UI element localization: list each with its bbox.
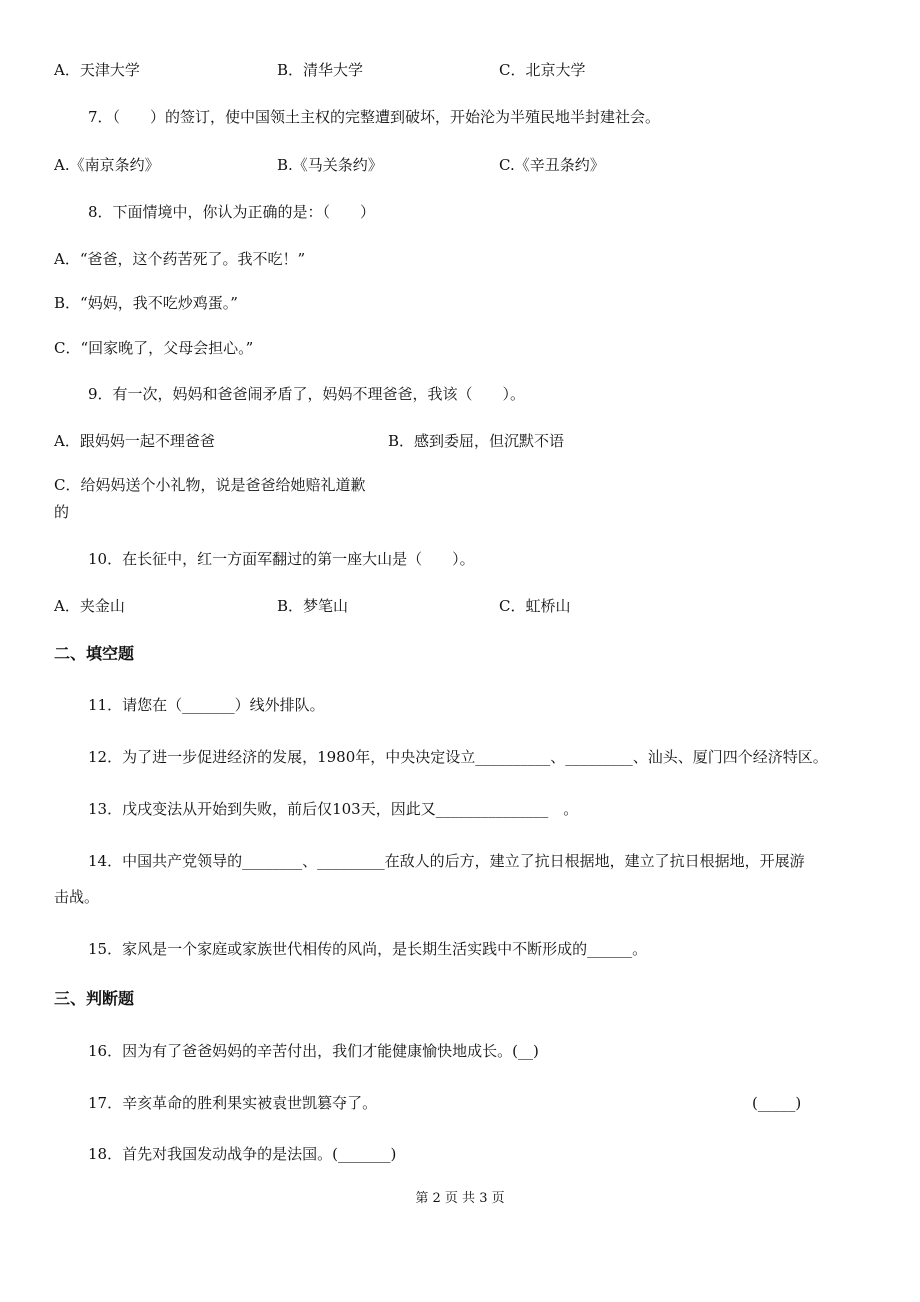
q12-text: 12．为了进一步促进经济的发展，1980年，中央决定设立__________、_________、汕头、厦门四个经济特区。 <box>88 748 828 766</box>
q17-text: 17．辛亥革命的胜利果实被袁世凯篡夺了。 <box>88 1094 378 1112</box>
q8-text: 8．下面情境中，你认为正确的是：（ ） <box>88 203 376 221</box>
q6-option-b: B．清华大学 <box>277 61 364 79</box>
q9-option-c-wrap: 的 <box>54 503 70 521</box>
section-heading-fill-in: 二、填空题 <box>54 644 135 663</box>
q9-option-a: A．跟妈妈一起不理爸爸 <box>54 432 215 450</box>
q8-option-a: A．“爸爸，这个药苦死了。我不吃！” <box>54 250 306 268</box>
q8-option-b: B．“妈妈，我不吃炒鸡蛋。” <box>54 294 238 312</box>
q6-option-c: C．北京大学 <box>499 61 586 79</box>
q17-answer-blank: (_____) <box>752 1094 802 1112</box>
q14-text-line1: 14．中国共产党领导的________、_________在敌人的后方，建立了抗日根据地，建立了抗日根据地，开展游 <box>88 852 805 870</box>
q11-text: 11．请您在（_______）线外排队。 <box>88 696 325 714</box>
q14-text-line2: 击战。 <box>54 888 100 906</box>
q6-option-a: A．天津大学 <box>54 61 140 79</box>
q10-text: 10．在长征中，红一方面军翻过的第一座大山是（ ）。 <box>88 550 475 568</box>
page-footer: 第 2 页 共 3 页 <box>415 1191 505 1206</box>
q15-text: 15．家风是一个家庭或家族世代相传的风尚，是长期生活实践中不断形成的______。 <box>88 940 648 958</box>
q10-option-b: B．梦笔山 <box>277 597 349 615</box>
q16-text: 16．因为有了爸爸妈妈的辛苦付出，我们才能健康愉快地成长。(__) <box>88 1042 539 1060</box>
q9-option-c: C．给妈妈送个小礼物，说是爸爸给她赔礼道歉 <box>54 476 366 494</box>
q8-option-c: C．“回家晚了，父母会担心。” <box>54 339 254 357</box>
q7-option-b: B.《马关条约》 <box>277 156 383 174</box>
q10-option-a: A．夹金山 <box>54 597 125 615</box>
q9-option-b: B．感到委屈，但沉默不语 <box>388 432 565 450</box>
q9-text: 9．有一次，妈妈和爸爸闹矛盾了，妈妈不理爸爸，我该（ ）。 <box>88 385 526 403</box>
section-heading-true-false: 三、判断题 <box>54 989 135 1008</box>
q13-text: 13．戊戌变法从开始到失败，前后仅103天，因此又_______________ 。 <box>88 800 579 818</box>
q7-text: 7．（ ）的签订，使中国领土主权的完整遭到破坏，开始沦为半殖民地半封建社会。 <box>88 108 661 126</box>
q7-option-a: A.《南京条约》 <box>54 156 160 174</box>
q18-text: 18．首先对我国发动战争的是法国。(_______) <box>88 1145 397 1163</box>
q10-option-c: C．虹桥山 <box>499 597 571 615</box>
q7-option-c: C.《辛丑条约》 <box>499 156 605 174</box>
